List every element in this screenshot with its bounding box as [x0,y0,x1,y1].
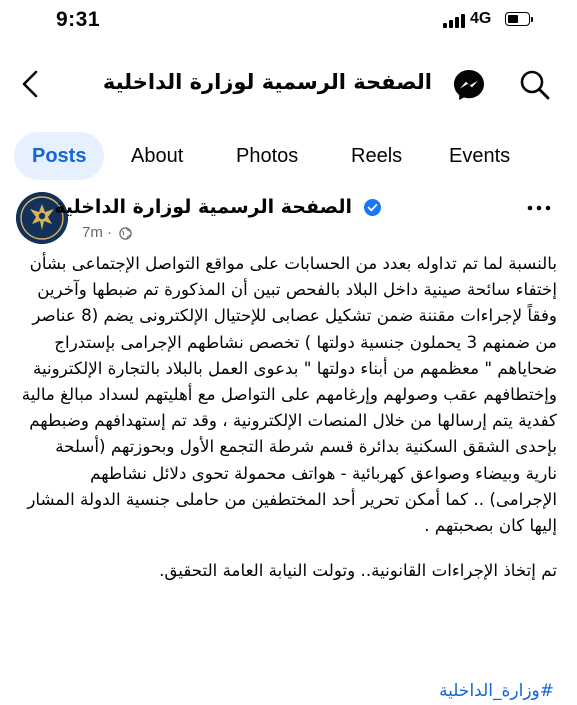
network-type: 4G [470,10,492,27]
status-time: 9:31 [56,8,101,31]
back-button[interactable] [14,66,50,102]
back-arrow-icon [14,66,50,102]
search-button[interactable] [517,67,553,103]
author-name[interactable]: الصفحة الرسمية لوزارة الداخلية [54,196,352,218]
post-body [20,250,557,583]
messenger-button[interactable] [452,68,486,102]
tab-posts[interactable]: Posts [14,132,104,180]
tab-reels[interactable]: Reels [351,145,403,167]
tab-photos[interactable]: Photos [236,145,299,167]
page-header [0,56,577,112]
verified-icon [364,199,381,216]
globe-icon [119,227,132,240]
battery-icon [505,12,530,26]
post-hashtag[interactable]: #وزارة_الداخلية [439,681,554,701]
post-header [0,188,577,248]
status-bar [0,0,577,46]
post-meta: 7m · [82,224,132,241]
post-paragraph: بالنسبة لما تم تداوله بعدد من الحسابات على مواقع التواصل الإجتماعى بشأن إختفاء سائحة صينية داخل البلاد بالفحص تبين أن المذكورة تم ضبطها وآخرين وفقاً لإجراءات مقننة ضمن تشكيل عصابى للإحتيال الإلكترونى يضم (8 عناصر من ضمنهم 3 يحملون جنسية دولتها ) تخصص نشاطهم الإجرامى بإستدراج ضحاياهم " معظمهم من أبناء دولتها " بدعوى العمل بالبلاد بالتجارة الإلكترونية وإختطافهم عقب وصولهم وإرغامهم على التواصل مع أهليتهم لسداد مبالغ مالية كفدية يتم إرسالها من خلال المنصات الإلكترونية ، وقد تم إستهدافهم وضبطهم بإحدى الشقق السكنية بدائرة قسم شرطة التجمع الأول وبحوزتهم (أسلحة نارية وبيضاء وصواعق كهربائية - هواتف محمولة تحوى دلائل نشاطهم الإجرامى) .. كما أمكن تحرير أحد المختطفين من حاملى جنسية الدولة المشار إليها كان بصحبتهم . [21,253,557,536]
post-time[interactable]: 7m [82,224,103,241]
page-title: الصفحة الرسمية لوزارة الداخلية [102,70,432,94]
messenger-icon [452,68,486,102]
tab-about[interactable]: About [131,145,184,167]
profile-tabs [0,132,577,182]
search-icon [517,67,553,103]
more-icon [524,196,554,220]
cellular-signal-icon [443,14,465,28]
post-paragraph: تم إتخاذ الإجراءات القانونية.. وتولت النيابة العامة التحقيق. [159,560,557,581]
tab-events[interactable]: Events [449,145,511,167]
post-options-button[interactable] [524,196,554,220]
